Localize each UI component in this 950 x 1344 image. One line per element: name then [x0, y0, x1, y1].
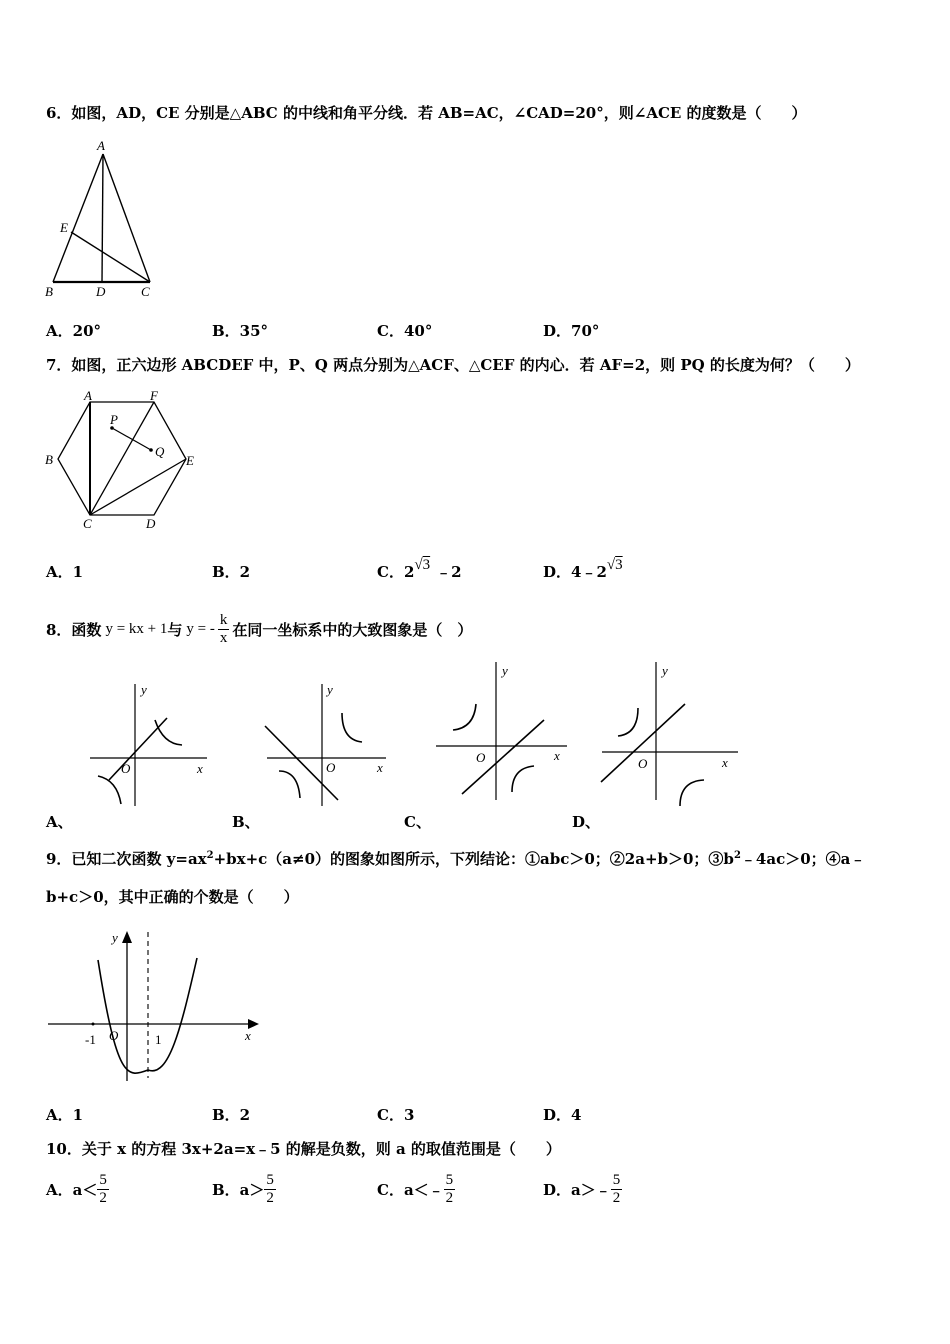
q7-text: 7．如图，正六边形 ABCDEF 中，P、Q 两点分别为△ACF、△CEF 的内心．若 AF=2，则 PQ 的长度为何？（ ） — [46, 356, 860, 374]
q8-expr2-left: y = - — [186, 621, 215, 637]
q6-triangle-figure — [40, 136, 170, 306]
q8-graph-b — [262, 678, 392, 813]
q7-option-d[interactable] — [543, 557, 623, 582]
q8-expr1: y = kx + 1 — [105, 621, 168, 637]
q8-graph-d — [598, 660, 743, 810]
median-ad — [102, 154, 103, 282]
q6-option-a[interactable]: A．20° — [46, 322, 102, 340]
label-c: C — [83, 516, 92, 531]
edge-ab — [53, 154, 103, 282]
label-a: A — [84, 388, 92, 403]
q6-text: 6．如图，AD，CE 分别是△ABC 的中线和角平分线．若 AB=AC，∠CAD=20°，则∠ACE 的度数是（ ） — [46, 104, 807, 122]
hyperbola-branch-1 — [453, 704, 476, 730]
label-p: P — [110, 412, 118, 427]
segment-pq — [112, 428, 151, 450]
label-d: D — [96, 284, 106, 299]
q10-option-b[interactable]: B．a＞ $\frac{5}{2}$ — [212, 1172, 274, 1206]
diag-cf — [90, 402, 154, 515]
label-y: y — [112, 930, 118, 945]
line — [462, 720, 544, 794]
q10-option-d-fraction: $\frac{5}{2}$ — [612, 1172, 621, 1206]
q10-option-a-fraction: $\frac{5}{2}$ — [99, 1172, 107, 1206]
origin-label: O — [121, 761, 131, 776]
q8-expr2-fraction: $\frac{k}{x}$ — [219, 612, 228, 646]
label-f: F — [150, 388, 158, 403]
q6-option-b[interactable]: B．35° — [212, 322, 269, 340]
q10-option-d[interactable]: D．a＞﹣ $\frac{5}{2}$ — [543, 1172, 621, 1206]
hyperbola-branch-2 — [680, 780, 704, 806]
q7-option-c[interactable] — [377, 557, 462, 582]
q8-graph-a — [85, 678, 215, 813]
label-one: 1 — [155, 1032, 162, 1047]
label-b: B — [45, 284, 53, 299]
q9-option-d[interactable]: D．4 — [543, 1106, 582, 1124]
diag-ce — [90, 459, 186, 515]
q7-hexagon-figure — [40, 388, 205, 538]
q7-option-c-radical: √3 — [414, 557, 431, 573]
q9-option-b[interactable]: B．2 — [212, 1106, 251, 1124]
q9-line1: 9．已知二次函数 $y=ax^2+bx+c(a\ne 0)$的图象如图所示，下列结论：①abc＞0；②2a+b＞0；$③b^2﹣4ac>0$；④a﹣ — [46, 850, 866, 868]
q9-option-c[interactable]: C．3 — [377, 1106, 415, 1124]
q7-option-d-radical: √3 — [606, 557, 623, 573]
q7-option-d-prefix: D．4﹣2 — [543, 563, 607, 581]
bisector-ce — [71, 232, 150, 282]
q8-graph-c — [432, 660, 577, 810]
label-b: B — [45, 452, 53, 467]
label-c: C — [141, 284, 150, 299]
hyperbola-branch-2 — [512, 766, 534, 792]
hyperbola-branch-1 — [342, 713, 362, 742]
q6-option-d[interactable]: D．70° — [543, 322, 600, 340]
axis-y-label: y — [662, 663, 668, 678]
axis-x-label: x — [197, 761, 203, 776]
axis-x-label: x — [722, 755, 728, 770]
hyperbola-branch-1 — [155, 720, 182, 745]
q6-option-c[interactable]: C．40° — [377, 322, 433, 340]
hyperbola-branch-1 — [618, 708, 638, 736]
label-a: A — [97, 138, 105, 153]
q8-option-d[interactable]: D、 — [572, 813, 601, 831]
hyperbola-branch-2 — [279, 771, 300, 798]
q10-option-c[interactable]: C．a＜﹣ $\frac{5}{2}$ — [377, 1172, 454, 1206]
q8-option-a[interactable]: A、 — [46, 813, 73, 831]
label-q: Q — [155, 444, 165, 459]
q10-text: 10．关于 x 的方程 3x+2a=x﹣5 的解是负数，则 a 的取值范围是（ ） — [46, 1140, 561, 1158]
origin-label: O — [326, 760, 336, 775]
q7-option-b[interactable]: B．2 — [212, 563, 251, 581]
label-d: D — [146, 516, 156, 531]
label-neg1: -1 — [85, 1032, 96, 1047]
q10-option-a[interactable]: A．a＜ $\frac{5}{2}$ — [46, 1172, 107, 1206]
q9-line2: b+c＞0，其中正确的个数是（ ） — [46, 888, 299, 906]
axis-y-label: y — [502, 663, 508, 678]
q7-option-a[interactable]: A．1 — [46, 563, 84, 581]
q7-option-c-prefix: C．2 — [377, 563, 415, 581]
axis-y-label: y — [141, 682, 147, 697]
label-x: x — [245, 1028, 251, 1043]
q8-option-b[interactable]: B、 — [232, 813, 260, 831]
label-e: E — [186, 453, 194, 468]
q8-middle: 与 — [167, 621, 183, 639]
label-origin: O — [109, 1028, 119, 1043]
edge-ac — [103, 154, 150, 282]
axis-y-label: y — [327, 682, 333, 697]
origin-label: O — [476, 750, 486, 765]
label-e: E — [60, 220, 68, 235]
q8-suffix: 在同一坐标系中的大致图象是（ ） — [232, 621, 473, 639]
axis-x-label: x — [554, 748, 560, 763]
q10-option-c-fraction: $\frac{5}{2}$ — [445, 1172, 454, 1206]
y-axis-arrow — [122, 931, 132, 943]
q8-text — [46, 612, 472, 647]
q7-option-c-suffix: ﹣2 — [436, 563, 462, 581]
origin-label: O — [638, 756, 648, 771]
q8-prefix: 8．函数 — [46, 621, 102, 639]
q10-option-b-fraction: $\frac{5}{2}$ — [266, 1172, 274, 1206]
tick-neg1 — [92, 1023, 95, 1026]
q9-option-a[interactable]: A．1 — [46, 1106, 84, 1124]
q9-parabola-graph — [45, 928, 265, 1088]
point-q — [149, 448, 153, 452]
axis-x-label: x — [377, 760, 383, 775]
q8-option-c[interactable]: C、 — [404, 813, 431, 831]
